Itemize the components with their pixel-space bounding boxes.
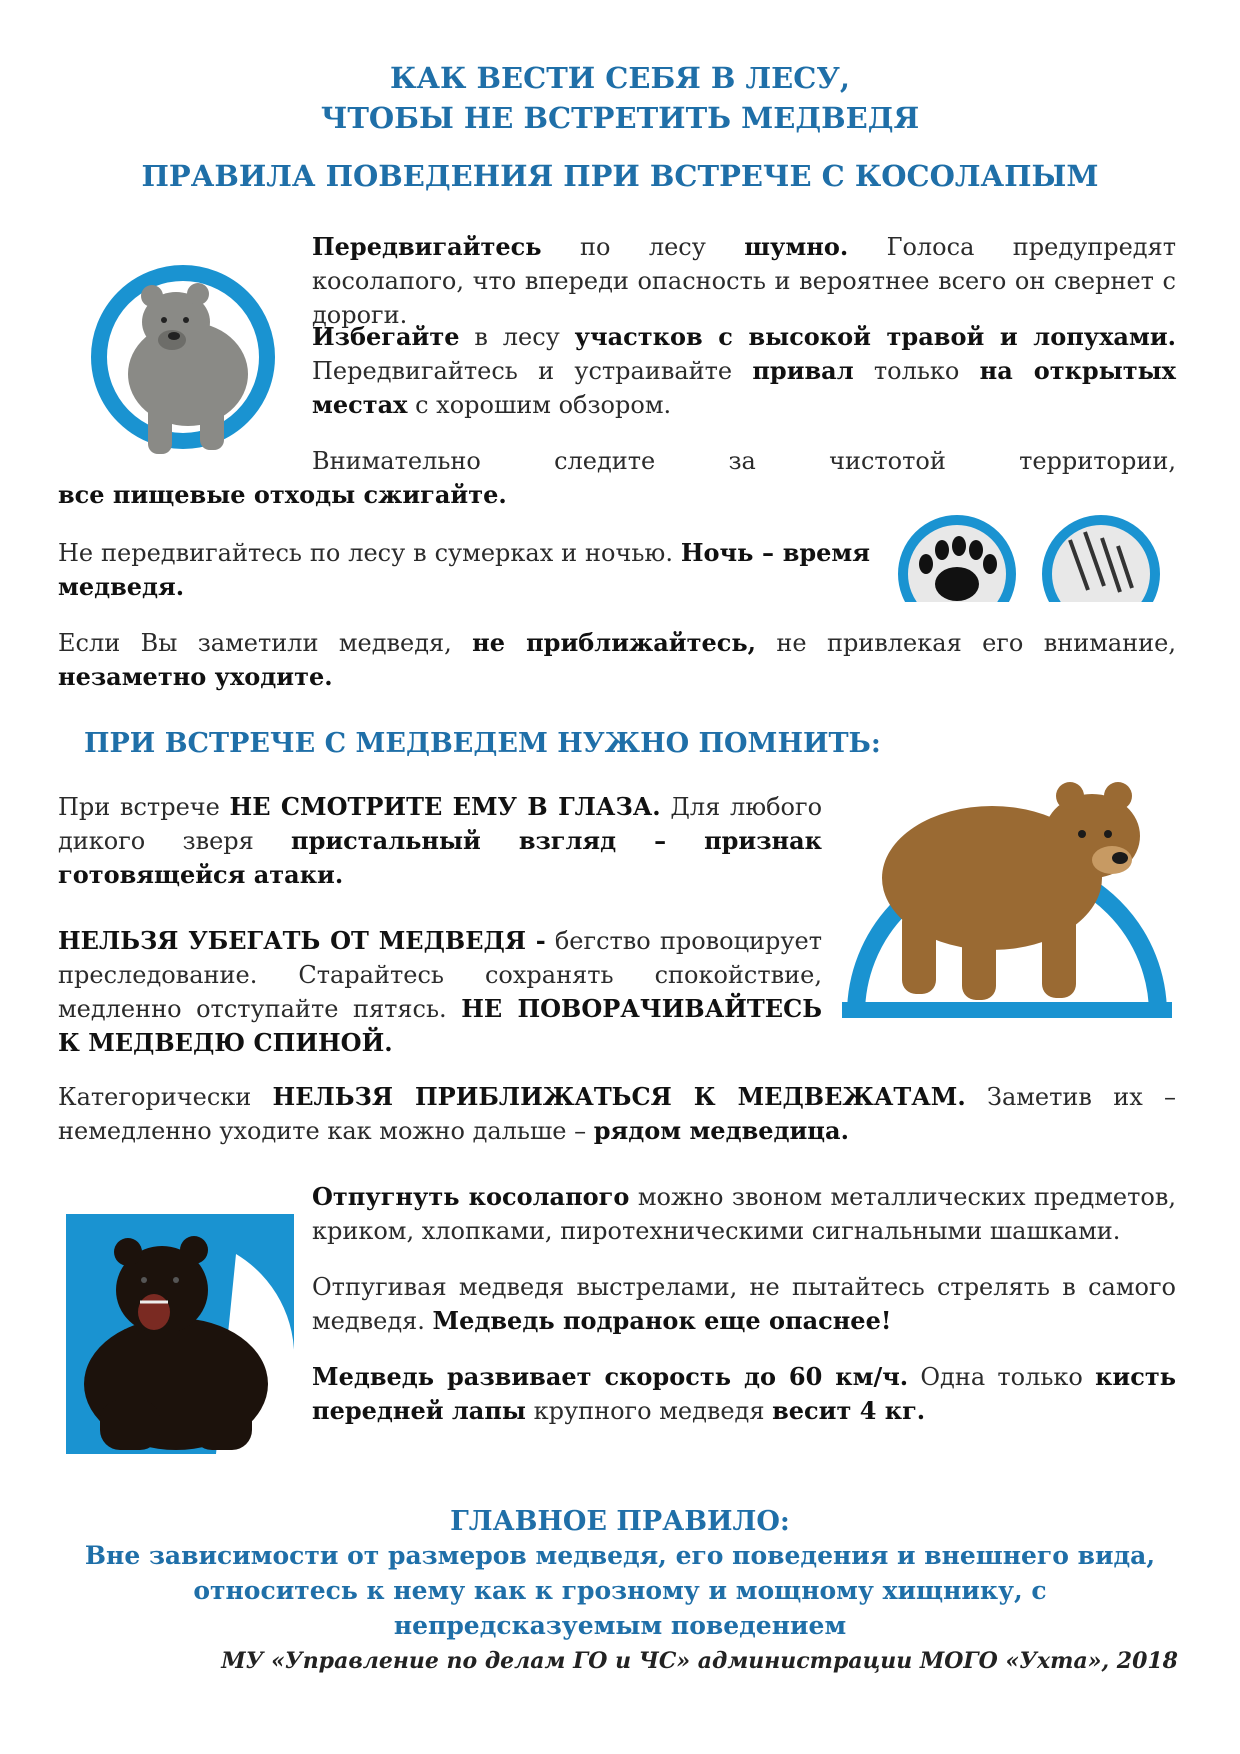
- rule-paragraph-noise: Передвигайтесь по лесу шумно. Голоса предупредят косолапого, что впереди опасность и вероятнее всего он свернет с дороги.: [312, 232, 1177, 329]
- black-bear-picture: [66, 1214, 294, 1454]
- rule-paragraph-shooting: Отпугивая медведя выстрелами, не пытайтесь стрелять в самого медведя. Медведь подранок еще опаснее!: [312, 1273, 1176, 1335]
- section-heading-encounter: ПРИ ВСТРЕЧЕ С МЕДВЕДЕМ НУЖНО ПОМНИТЬ:: [84, 728, 881, 759]
- brown-bear-picture: [842, 738, 1172, 1018]
- main-rule-heading: ГЛАВНОЕ ПРАВИЛО:: [450, 1506, 790, 1537]
- rule-paragraph-grass: Избегайте в лесу участков с высокой травой и лопухами. Передвигайтесь и устраивайте привал только на открытых местах с хорошим обзором.: [312, 322, 1176, 419]
- main-rule-text: Вне зависимости от размеров медведя, его поведения и внешнего вида, относитесь к нему как к грозному и мощному хищнику, с непредсказуемым поведением: [84, 1541, 1156, 1640]
- page-title-line2: ЧТОБЫ НЕ ВСТРЕТИТЬ МЕДВЕДЯ: [320, 101, 920, 135]
- rule-paragraph-clean-line1: Внимательно следите за чистотой территории,: [312, 447, 1176, 475]
- rule-paragraph-eyes: При встрече НЕ СМОТРИТЕ ЕМУ В ГЛАЗА. Для любого дикого зверя пристальный взгляд – признак готовящейся атаки.: [58, 792, 823, 889]
- rule-paragraph-scare: Отпугнуть косолапого можно звоном металлических предметов, криком, хлопками, пиротехническими сигнальными шашками.: [312, 1182, 1176, 1245]
- page-subtitle: ПРАВИЛА ПОВЕДЕНИЯ ПРИ ВСТРЕЧЕ С КОСОЛАПЫМ: [141, 159, 1099, 193]
- gray-bear-picture: [88, 262, 278, 462]
- rule-paragraph-clean-line2: все пищевые отходы сжигайте.: [58, 480, 507, 509]
- footer-credit: МУ «Управление по делам ГО и ЧС» администрации МОГО «Ухта», 2018: [221, 1648, 1178, 1674]
- claw-marks-icon: [1040, 510, 1162, 602]
- bear-paw-icon: [896, 510, 1018, 602]
- rule-paragraph-night: Не передвигайтесь по лесу в сумерках и ночью. Ночь – время медведя.: [58, 538, 870, 601]
- rule-paragraph-no-run: НЕЛЬЗЯ УБЕГАТЬ ОТ МЕДВЕДЯ - бегство провоцирует преследование. Старайтесь сохранять спокойствие, медленно отступайте пятясь. НЕ ПОВОРАЧИВАЙТЕСЬ К МЕДВЕДЮ СПИНОЙ.: [58, 926, 822, 1057]
- page-title-line1: КАК ВЕСТИ СЕБЯ В ЛЕСУ,: [390, 61, 850, 95]
- rule-paragraph-speed: Медведь развивает скорость до 60 км/ч. Одна только кисть передней лапы крупного медведя весит 4 кг.: [312, 1362, 1176, 1425]
- rule-paragraph-cubs: Категорически НЕЛЬЗЯ ПРИБЛИЖАТЬСЯ К МЕДВЕЖАТАМ. Заметив их – немедленно уходите как можно дальше – рядом медведица.: [58, 1082, 1176, 1145]
- rule-paragraph-leave: Если Вы заметили медведя, не приближайтесь, не привлекая его внимание, незаметно уходите.: [58, 628, 1177, 691]
